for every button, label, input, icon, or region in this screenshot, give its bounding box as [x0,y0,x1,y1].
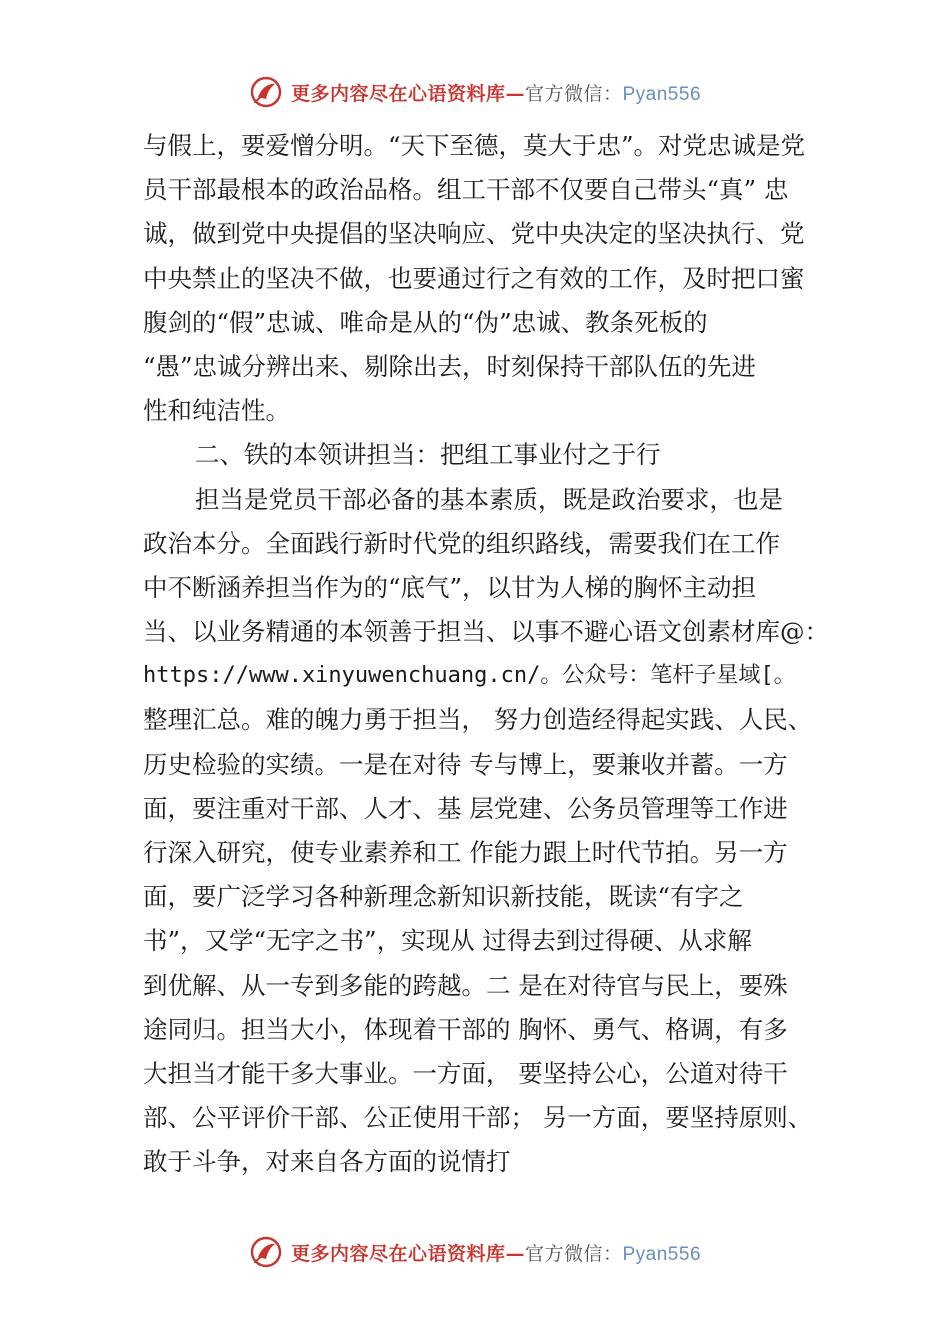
text-line: 当、以业务精通的本领善于担当、以事不避心语文创素材库@： [143,617,829,647]
text-line: 大担当才能干多大事业。一方面， 要坚持公心，公道对待干 [143,1058,788,1088]
text-line: 政治本分。全面践行新时代党的组织路线，需要我们在工作 [143,528,780,558]
text-line: 部、公平评价干部、公正使用干部； 另一方面，要坚持原则、 [143,1103,813,1133]
text-line: 历史检验的实绩。一是在对待 专与博上，要兼收并蓄。一方 [143,749,788,779]
text-line: 腹剑的“假”忠诚、唯命是从的“伪”忠诚、教条死板的 [143,307,708,337]
text-line: 敢于斗争，对来自各方面的说情打 [143,1147,511,1177]
footer-banner-text: 更多内容尽在心语资料库— [290,1242,525,1265]
header-banner-text: 更多内容尽在心语资料库— [290,82,525,105]
text-line: 到优解、从一专到多能的跨越。二 是在对待官与民上，要殊 [143,970,788,1000]
text-line: 中央禁止的坚决不做，也要通过行之有效的工作，及时把口蜜 [143,263,805,293]
text-line: 书”，又学“无字之书”，实现从 过得去到过得硬、从求解 [143,926,752,956]
text-line: “愚”忠诚分辨出来、剔除出去，时刻保持干部队伍的先进 [143,351,757,381]
text-line: 整理汇总。难的魄力勇于担当， 努力创造经得起实践、人民、 [143,705,813,735]
text-line: 面，要广泛学习各种新理念新知识新技能，既读“有字之 [143,882,744,912]
header-banner [0,72,950,112]
text-line: 担当是党员干部必备的基本素质，既是政治要求，也是 [195,484,783,514]
body-text [143,124,843,1185]
section-heading: 二、铁的本领讲担当：把组工事业付之于行 [195,440,661,470]
footer-wechat-label: 官方微信： [524,1242,623,1265]
text-line: 员干部最根本的政治品格。组工干部不仅要自己带头“真” 忠 [143,175,789,205]
text-line: 与假上，要爱憎分明。“天下至德，莫大于忠”。对党忠诚是党 [143,131,806,160]
header-wechat-id: Pyan556 [622,83,702,105]
text-line: 途同归。担当大小，体现着干部的 胸怀、勇气、格调，有多 [143,1014,788,1044]
text-line: 性和纯洁性。 [143,396,290,426]
url-line: https://www.xinyuwenchuang.cn/。公众号：笔杆子星域[。 [143,663,796,689]
text-line: 诚，做到党中央提倡的坚决响应、党中央决定的坚决执行、党 [143,219,805,249]
text-line: 行深入研究，使专业素养和工 作能力跟上时代节拍。另一方 [143,838,788,867]
text-line: 中不断涵养担当作为的“底气”，以甘为人梯的胸怀主动担 [143,572,757,602]
header-wechat-label: 官方微信： [524,82,623,105]
footer-wechat-id: Pyan556 [622,1243,702,1265]
text-line: 面，要注重对干部、人才、基 层党建、公务员管理等工作进 [143,793,788,823]
brand-logo-icon [249,1235,283,1269]
brand-logo-icon [249,75,283,109]
footer-banner [0,1232,950,1272]
